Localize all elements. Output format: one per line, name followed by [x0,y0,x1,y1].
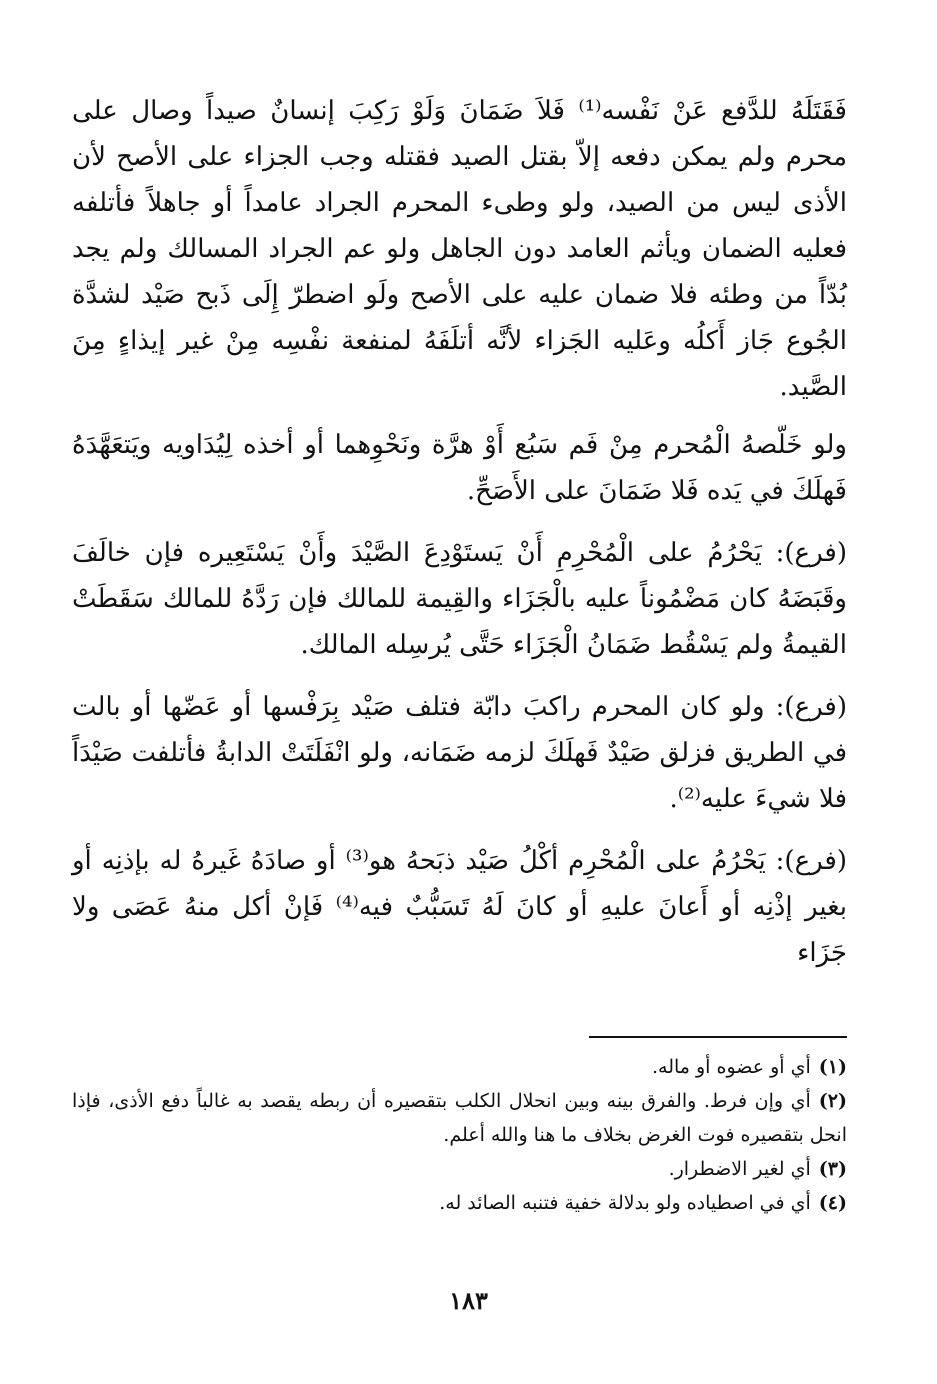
paragraph-5: (فرع): يَحْرُمُ على الْمُحْرِم أكْلُ صَيْد ذبَحهُ هو⁽³⁾ أو صادَهُ غَيرهُ له بإذنِه أو بغير إذْنِه أو أَعانَ عليهِ أو كانَ لَهُ تَسَبُّبٌ فيه⁽⁴⁾ فَإنْ أكل منهُ عَصَى ولا جَزَاء [72,846,847,968]
footnote-divider [589,1036,847,1038]
paragraph-4: (فرع): ولو كان المحرم راكبَ دابّة فتلف صَيْد بِرَفْسها أو عَضّها أو بالت في الطريق فزلق صَيْدٌ فَهلَكَ لزمه ضَمَانه، ولو انْفَلَتَتْ الدابةُ فأتلفت صَيْدَاً فلا شيءَ عليه⁽²⁾. [72,692,847,814]
footnote-4 [72,1186,847,1220]
footnote-3 [72,1152,847,1186]
paragraph-1: فَقَتَلَهُ للدَّفع عَنْ نَفْسه⁽¹⁾ فَلاَ ضَمَانَ وَلَوْ رَكِبَ إنسانٌ صيداً وصال على محرم ولم يمكن دفعه إلاّ بقتل الصيد فقتله وجب الجزاء على الأصح لأن الأذى ليس من الصيد، ولو وطىء المحرم الجراد عامداً أو جاهلاً فأتلفه فعليه الضمان ويأثم العامد دون الجاهل ولو عم الجراد المسالك ولم يجد بُدّاً من وطئه فلا ضمان عليه على الأصح ولَو اضطرّ إِلَى ذَبح صَيْد لشدَّة الجُوع جَاز أَكلُه وعَليه الجَزاء لأنَّه أتلَفَهُ لمنفعة نفْسِه مِنْ غير إيذاءٍ مِنَ الصَّيد. [72,96,847,402]
footnote-number: (١) [818,1056,847,1078]
paragraph-3: (فرع): يَحْرُمُ على الْمُحْرِمِ أَنْ يَستَوْدِعَ الصَّيْدَ وأَنْ يَسْتَعِيره فإن خالَفَ وقَبَضَهُ كان مَضْمُوناً عليه بالْجَزَاء والقِيمة للمالك فإن رَدَّهُ للمالك سَقَطَتْ القيمةُ ولم يَسْقُط ضَمَانُ الْجَزَاء حَتَّى يُرسِله المالك. [72,538,847,660]
footnotes [72,1050,847,1220]
paragraph-2: ولو خَلّصهُ الْمُحرم مِنْ فَم سَبُع أَوْ هرَّة ونَحْوِهما أو أخذه لِيُدَاويه ويَتعَهَّدَهُ فَهلَكَ في يَده فَلا ضَمَانَ على الأَصَحِّ. [72,430,847,506]
main-text [72,88,847,992]
page-number: ١٨٣ [449,1286,488,1315]
footnote-text: أي وإن فرط. والفرق بينه وبين انحلال الكلب بتقصيره أن ربطه يقصد به غالباً دفع الأذى، فإذا انحل بتقصيره فوت الغرض بخلاف ما هنا والله أعلم. [72,1090,847,1146]
footnote-text: أي أو عضوه أو ماله. [651,1056,811,1078]
footnote-number: (٣) [818,1158,847,1180]
footnote-number: (٢) [818,1090,847,1112]
footnote-number: (٤) [818,1192,847,1214]
footnote-2 [72,1084,847,1152]
footnote-text: أي في اصطياده ولو بدلالة خفية فتنبه الصائد له. [439,1192,811,1214]
footnote-1 [72,1050,847,1084]
footnote-text: أي لغير الاضطرار. [668,1158,811,1180]
